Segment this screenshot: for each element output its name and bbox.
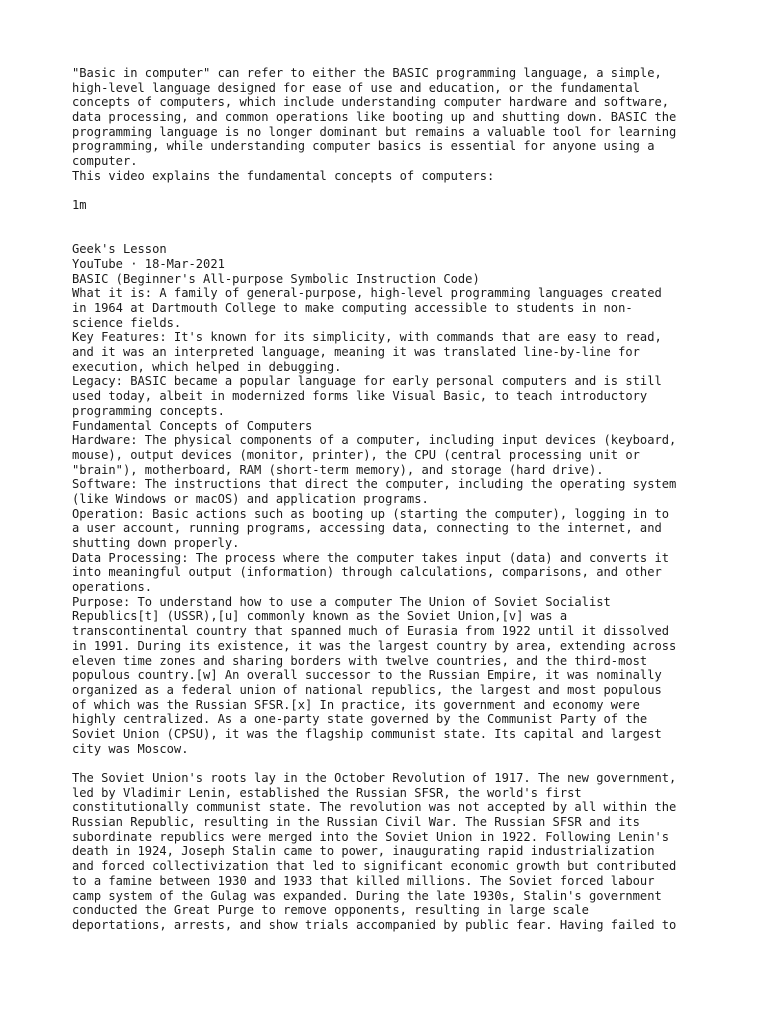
text-line: Soviet Union (CPSU), it was the flagship communist state. Its capital and largest: [72, 726, 662, 741]
text-line: "brain"), motherboard, RAM (short-term memory), and storage (hard drive).: [72, 462, 604, 477]
text-line: Russian Republic, resulting in the Russian Civil War. The Russian SFSR and its: [72, 815, 640, 830]
text-line: [72, 756, 712, 771]
text-line: Republics[t] (USSR),[u] commonly known as the Soviet Union,[v] was a: [72, 609, 568, 624]
text-line: What it is: A family of general-purpose, high-level programming languages created: [72, 286, 662, 301]
text-line: "Basic in computer" can refer to either the BASIC programming language, a simple,: [72, 66, 662, 80]
text-line: and forced collectivization that led to significant economic growth but contributed: [72, 859, 677, 874]
text-line: of which was the Russian SFSR.[x] In practice, its government and economy were: [72, 697, 640, 712]
text-line: a user account, running programs, accessing data, connecting to the internet, and: [72, 521, 662, 536]
text-line: YouTube · 18-Mar-2021: [72, 256, 225, 271]
text-line: and it was an interpreted language, meaning it was translated line-by-line for: [72, 345, 640, 360]
text-line: high-level language designed for ease of use and education, or the fundamental: [72, 80, 640, 95]
text-line: highly centralized. As a one-party state governed by the Communist Party of the: [72, 712, 648, 727]
text-line: execution, which helped in debugging.: [72, 359, 342, 374]
document-body: [72, 66, 712, 933]
text-line: Fundamental Concepts of Computers: [72, 418, 313, 433]
text-line: This video explains the fundamental concepts of computers:: [72, 168, 495, 183]
text-line: data processing, and common operations like booting up and shutting down. BASIC the: [72, 110, 677, 125]
text-line: programming concepts.: [72, 403, 225, 418]
text-line: (like Windows or macOS) and application programs.: [72, 491, 429, 506]
text-line: [72, 228, 712, 243]
text-line: BASIC (Beginner's All-purpose Symbolic Instruction Code): [72, 271, 480, 286]
text-line: concepts of computers, which include understanding computer hardware and software,: [72, 95, 670, 110]
text-line: camp system of the Gulag was expanded. During the late 1930s, Stalin's government: [72, 888, 662, 903]
text-line: to a famine between 1930 and 1933 that killed millions. The Soviet forced labour: [72, 873, 655, 888]
text-line: [72, 184, 712, 199]
text-line: into meaningful output (information) through calculations, comparisons, and other: [72, 565, 662, 580]
text-line: Software: The instructions that direct the computer, including the operating system: [72, 477, 677, 492]
text-line: [72, 213, 712, 228]
text-line: 1m: [72, 198, 87, 213]
text-line: city was Moscow.: [72, 741, 189, 756]
text-line: science fields.: [72, 315, 182, 330]
text-line: programming language is no longer dominant but remains a valuable tool for learning: [72, 124, 677, 139]
text-line: populous country.[w] An overall successor to the Russian Empire, it was nominally: [72, 668, 662, 683]
text-line: The Soviet Union's roots lay in the October Revolution of 1917. The new government,: [72, 771, 677, 785]
text-line: subordinate republics were merged into the Soviet Union in 1922. Following Lenin's: [72, 829, 670, 844]
text-line: mouse), output devices (monitor, printer), the CPU (central processing unit or: [72, 447, 640, 462]
text-line: in 1964 at Dartmouth College to make computing accessible to students in non-: [72, 301, 633, 315]
text-line: eleven time zones and sharing borders with twelve countries, and the third-most: [72, 653, 648, 668]
text-line: computer.: [72, 154, 138, 169]
text-line: Operation: Basic actions such as booting up (starting the computer), logging in to: [72, 506, 670, 521]
text-line: conducted the Great Purge to remove opponents, resulting in large scale: [72, 903, 589, 918]
text-line: programming, while understanding computer basics is essential for anyone using a: [72, 139, 655, 154]
text-line: in 1991. During its existence, it was the largest country by area, extending across: [72, 638, 677, 653]
text-line: operations.: [72, 580, 153, 595]
text-line: Data Processing: The process where the computer takes input (data) and converts it: [72, 550, 670, 565]
text-line: shutting down properly.: [72, 536, 240, 550]
text-line: organized as a federal union of national republics, the largest and most populous: [72, 682, 662, 697]
text-line: death in 1924, Joseph Stalin came to power, inaugurating rapid industrialization: [72, 844, 655, 859]
text-line: Legacy: BASIC became a popular language for early personal computers and is still: [72, 374, 662, 389]
text-line: transcontinental country that spanned much of Eurasia from 1922 until it dissolved: [72, 624, 670, 639]
text-line: deportations, arrests, and show trials accompanied by public fear. Having failed to: [72, 917, 677, 932]
text-line: led by Vladimir Lenin, established the Russian SFSR, the world's first: [72, 785, 582, 800]
text-line: Geek's Lesson: [72, 242, 167, 257]
text-line: constitutionally communist state. The revolution was not accepted by all within the: [72, 800, 677, 815]
text-line: Hardware: The physical components of a computer, including input devices (keyboard,: [72, 433, 677, 448]
text-line: used today, albeit in modernized forms like Visual Basic, to teach introductory: [72, 389, 648, 404]
text-line: Key Features: It's known for its simplicity, with commands that are easy to read,: [72, 330, 662, 345]
text-line: Purpose: To understand how to use a computer The Union of Soviet Socialist: [72, 594, 611, 609]
